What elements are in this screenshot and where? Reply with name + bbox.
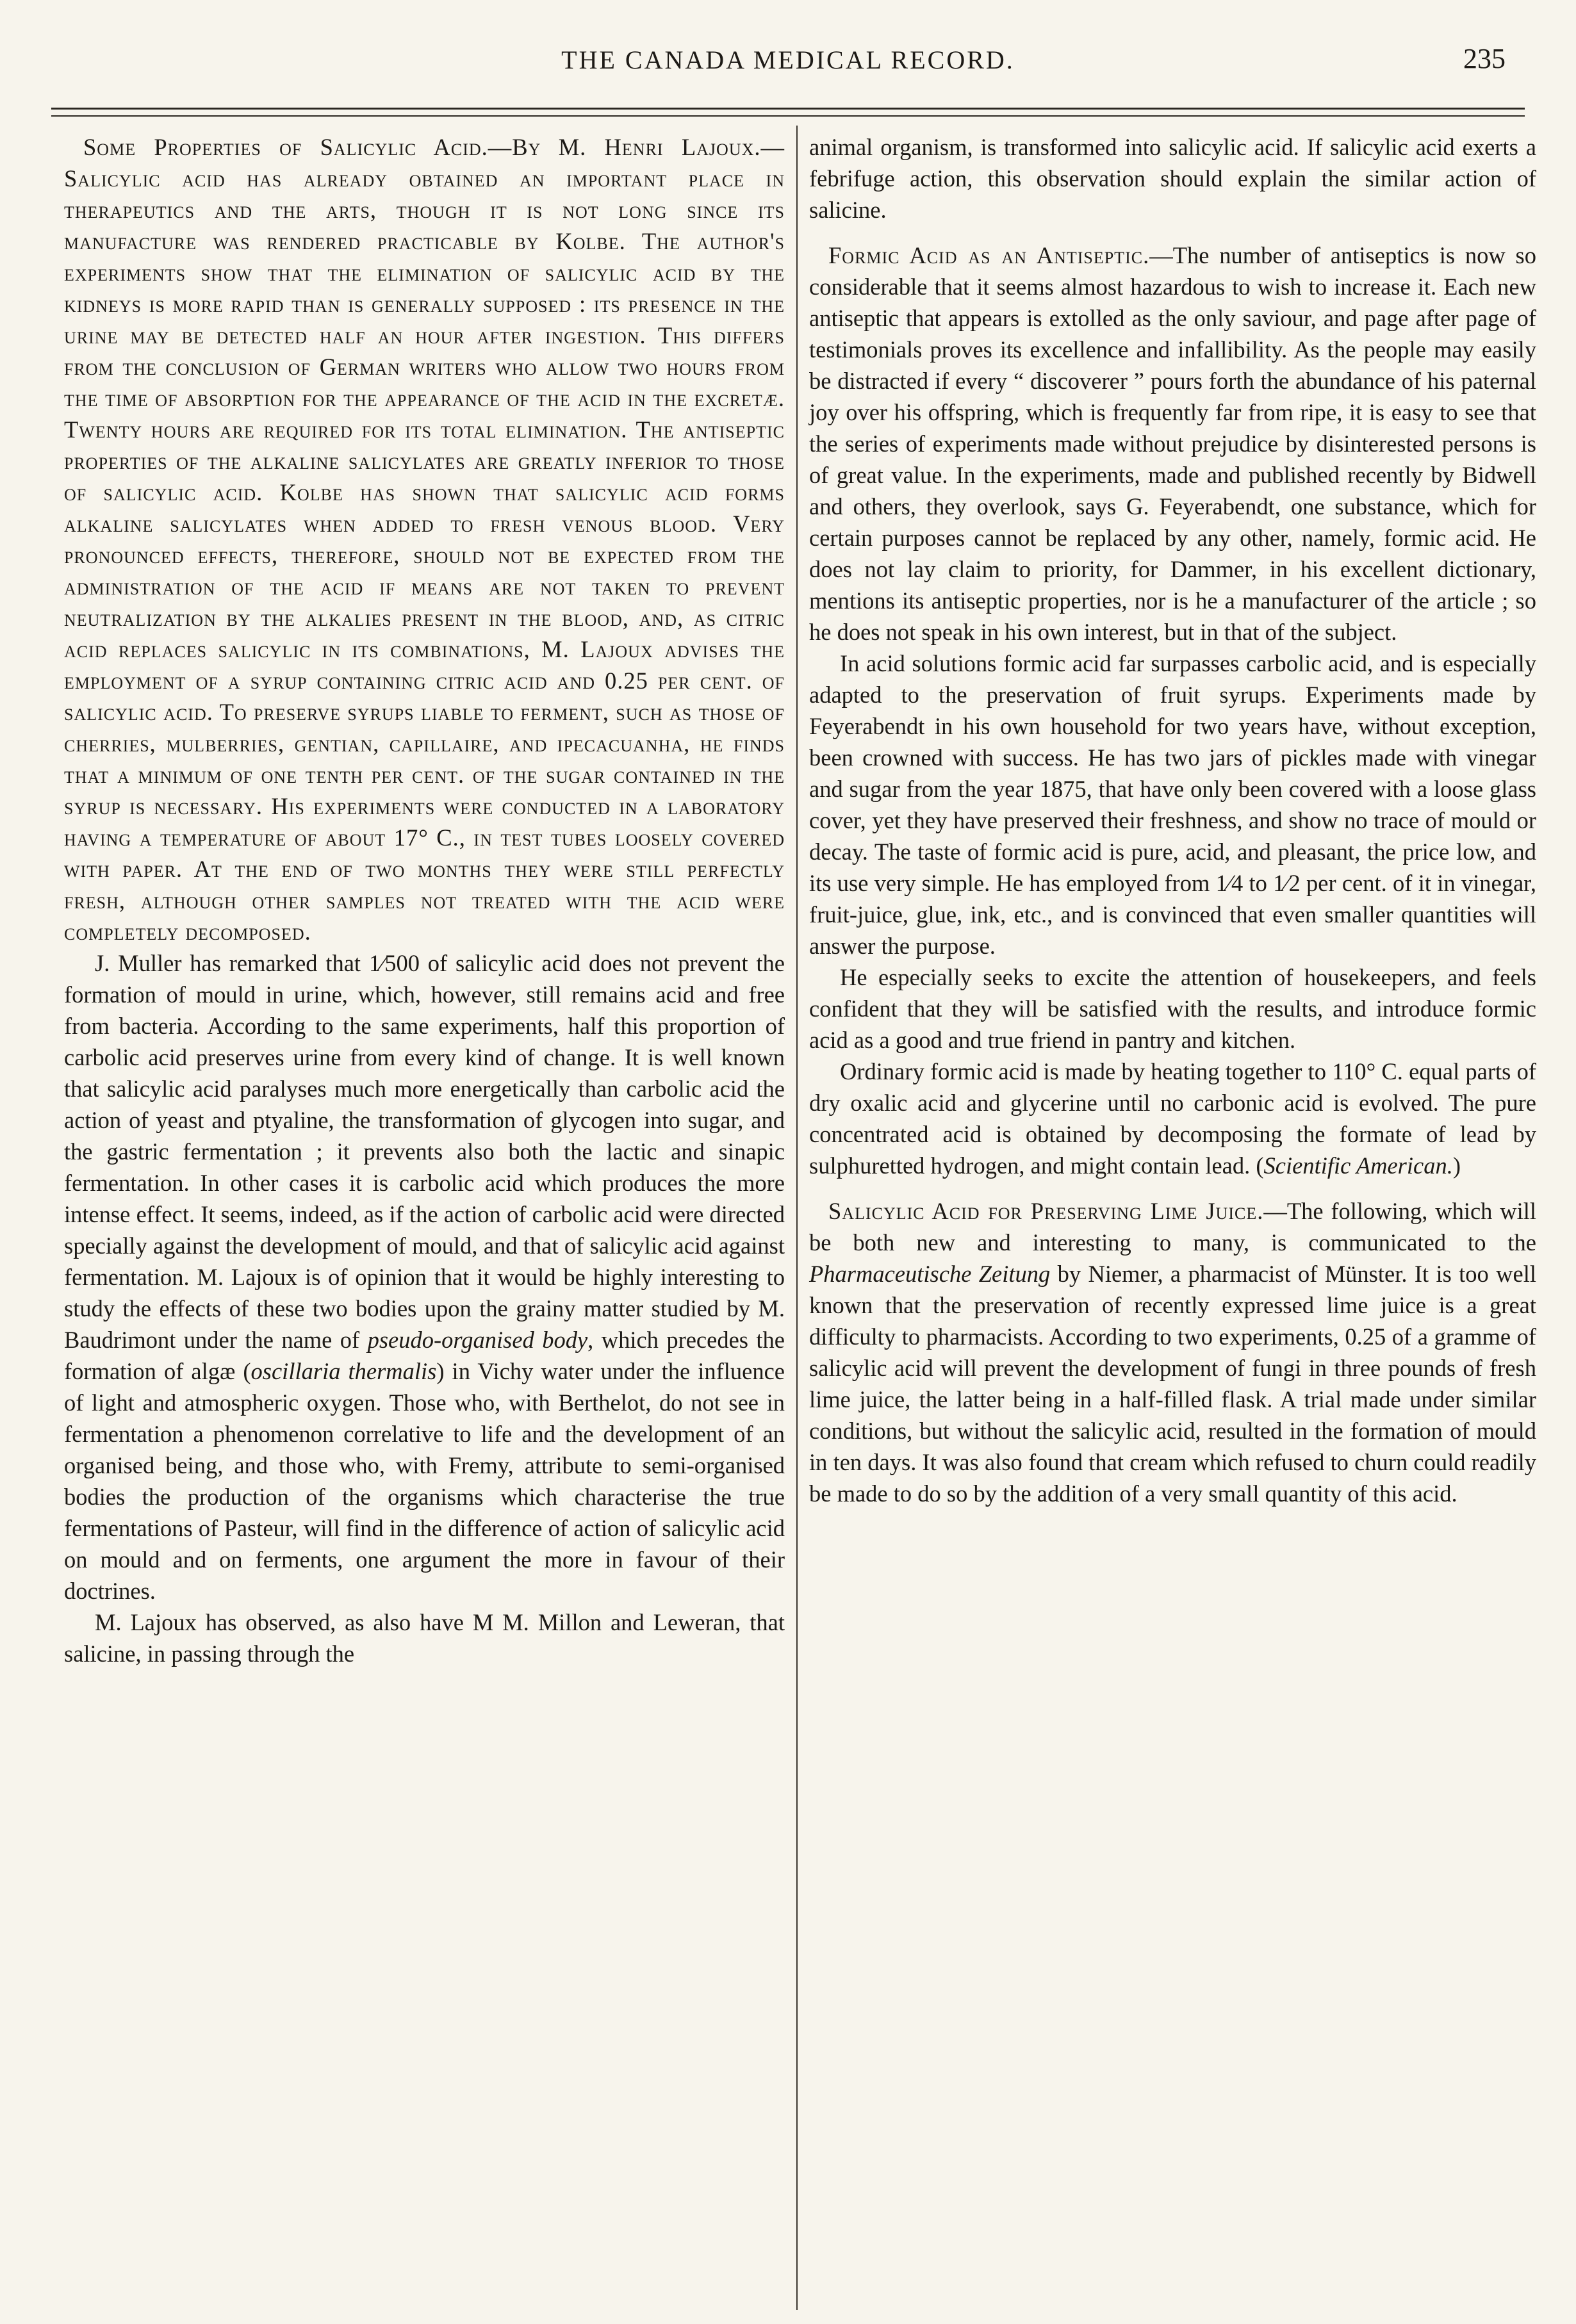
running-title: THE CANADA MEDICAL RECORD. xyxy=(561,45,1015,74)
body-text: to xyxy=(1243,870,1274,896)
source-citation: Scientific American. xyxy=(1263,1152,1453,1179)
body-text: —Salicylic acid has already obtained an important place in therapeutics and the arts, though it is not long since its manufacture was rendered practicable by Kolbe. The author's experiments show that the elimination of salicylic acid by the kidneys is more rapid than is generally supposed : its presence in the urine may be detected half an hour after ingestion. This differs from the conclusion of German writers who allow two hours from the time of absorption for the appearance of the acid in the excretæ. Twenty hours are required for its total elimination. The antiseptic properties of the alkaline salicylates are greatly inferior to those of salicylic acid. Kolbe has shown that salicylic acid forms alkaline salicylates when added to fresh venous blood. Very pronounced effects, therefore, should not be expected from the administration of the acid if means are not taken to prevent neutralization by the alkalies present in the blood, and, as citric acid replaces salicylic in its combinations, M. Lajoux advises the employment of a syrup containing citric acid and 0.25 per cent. of salicylic acid. To preserve syrups liable to ferment, such as those of cherries, mulberries, gentian, capillaire, and ipecacuanha, he finds that a minimum of one tenth per cent. of the sugar contained in the syrup is necessary. His experiments were conducted in a laboratory having a temperature of about 17° C., in test tubes loosely covered with paper. At the end of two months they were still perfectly fresh, although other samples not treated with the acid were completely decomposed. xyxy=(64,134,785,945)
article-formic-acid-p3: He especially seeks to excite the attention of housekeepers, and feels confident that they will be satisfied with the results, and introduce formic acid as a good and true friend in pantry and kitchen. xyxy=(809,964,1536,1053)
article-lime-juice-p1 xyxy=(809,1195,1536,1509)
body-text: In acid solutions formic acid far surpasses carbolic acid, and is especially adapted to the preservation of fruit syrups. Experiments made by Feyerabendt in his own household for two years have, without exception, been crowned with success. He has two jars of pickles made with vinegar and sugar from the year 1875, that have only been covered with a loose glass cover, yet they have preserved their freshness, and show no trace of mould or decay. The taste of formic acid is pure, acid, and pleasant, the price low, and its use very simple. He has employed from xyxy=(809,650,1536,896)
article-title-formic-acid: Formic Acid as an Antiseptic. xyxy=(828,242,1150,268)
body-text: —The number of antiseptics is now so considerable that it seems almost hazardous to wish to increase it. Each new antiseptic that appears is extolled as the only saviour, and page after page of testimonials proves its excellence and infallibility. As the people may easily be distracted if every “ discoverer ” pours forth the abundance of his paternal joy over his offspring, which is frequently far from ripe, it is easy to see that the series of experiments made without prejudice by disinterested persons is of great value. In the experiments, made and published recently by Bidwell and others, they overlook, says G. Feyerabendt, one substance, which for certain purposes cannot be replaced by any other, namely, formic acid. He does not lay claim to priority, for Dammer, in his excellent dictionary, mentions its antiseptic properties, nor is he a manufacturer of the article ; so he does not speak in his own interest, but in that of the subject. xyxy=(809,242,1536,645)
fraction: 1⁄2 xyxy=(1273,870,1301,896)
article-formic-acid-p1 xyxy=(809,240,1536,648)
italic-term: pseudo-organised body xyxy=(367,1327,588,1353)
page-header xyxy=(0,38,1576,90)
article-salicylic-properties-p2 xyxy=(64,947,785,1607)
article-salicylic-properties-p3: M. Lajoux has observed, as also have M M. Millon and Leweran, that salicine, in passing through the xyxy=(64,1609,785,1667)
body-text: ) in Vichy water under the influence of light and atmospheric oxygen. Those who, with Berthelot, do not see in fermentation a phenomenon correlative to life and the development of an organised being, and those who, with Fremy, attribute to semi-organised bodies the production of the organisms which characterise the true fermentations of Pasteur, will find in the difference of action of salicylic acid on mould and on ferments, one argument the more in favour of their doctrines. xyxy=(64,1358,785,1604)
body-text: ) xyxy=(1452,1152,1461,1179)
header-rule-bottom xyxy=(51,115,1525,117)
body-text: by Niemer, a pharmacist of Münster. It is too well known that the preservation of recently expressed lime juice is a great difficulty to pharmacists. According to two experiments, 0.25 of a gramme of salicylic acid will prevent the development of fungi in three pounds of fresh lime juice, the latter being in a half-filled flask. A trial made under similar conditions, but without the salicylic acid, resulted in the formation of mould in ten days. It was also found that cream which refused to churn could readily be made to do so by the addition of a very small quantity of this acid. xyxy=(809,1261,1536,1507)
article-salicylic-properties-p1 xyxy=(64,131,785,947)
body-text: , which precedes the formation of algæ ( xyxy=(64,1327,785,1384)
body-text: Ordinary formic acid is made by heating together to 110° C. equal parts of dry oxalic acid and glycerine until no carbonic acid is evolved. The pure concentrated acid is obtained by decomposing the formate of lead by sulphuretted hydrogen, and might contain lead. ( xyxy=(809,1058,1536,1179)
page-number: 235 xyxy=(1463,43,1506,74)
article-formic-acid-p2 xyxy=(809,648,1536,962)
italic-term: Pharmaceutische Zeitung xyxy=(809,1261,1051,1287)
fraction: 1⁄500 xyxy=(368,950,420,976)
fraction: 1⁄4 xyxy=(1215,870,1244,896)
body-text: per cent. of it in vinegar, fruit-juice, glue, ink, etc., and is convinced that even smaller quantities will answer the purpose. xyxy=(809,870,1536,959)
body-text: —The following, which will be both new and interesting to many, is communicated to the xyxy=(809,1198,1536,1256)
article-title-salicylic-properties: Some Properties of Salicylic Acid.—By xyxy=(83,134,541,160)
right-column xyxy=(809,131,1536,1509)
body-text: of salicylic acid does not prevent the formation of mould in urine, which, however, still remains acid and free from bacteria. According to the same experiments, half this proportion of carbolic acid preserves urine from every kind of change. It is well known that salicylic acid paralyses much more energetically than carbolic acid the action of yeast and ptyaline, the transformation of glycogen into sugar, and the gastric fermentation ; it prevents also both the lactic and sinapic fermentation. In other cases it is carbolic acid which produces the more intense effect. It seems, indeed, as if the action of carbolic acid were directed specially against the development of mould, and that of salicylic acid against fermentation. M. Lajoux is of opinion that it would be highly interesting to study the effects of these two bodies upon the grainy matter studied by M. Baudrimont under the name of xyxy=(64,950,785,1353)
body-text: J. Muller has remarked that xyxy=(95,950,369,976)
article-title-lime-juice: Salicylic Acid for Preserving Lime Juice. xyxy=(828,1198,1264,1224)
article-formic-acid-p4 xyxy=(809,1056,1536,1181)
left-column xyxy=(64,131,785,1669)
article-salicylic-properties-continued: animal organism, is transformed into salicylic acid. If salicylic acid exerts a febrifuge action, this observation should explain the similar action of salicine. xyxy=(809,134,1536,223)
italic-term: oscillaria thermalis xyxy=(250,1358,437,1384)
column-divider xyxy=(796,126,798,2310)
header-rule-top xyxy=(51,108,1525,110)
article-author: M. Henri Lajoux. xyxy=(558,134,761,160)
